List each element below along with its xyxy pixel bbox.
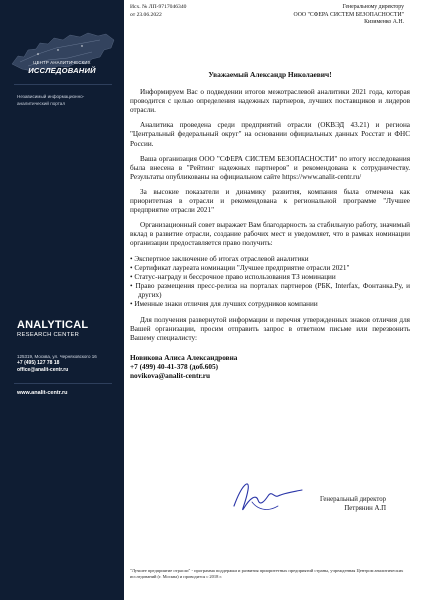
brand-title-line1: ЦЕНТР АНАЛИТИЧЕСКИХ (33, 60, 91, 65)
contact-info (17, 353, 121, 375)
letter-body (130, 70, 410, 380)
specialist-phone: +7 (499) 40-41-378 (доб.605) (130, 362, 219, 372)
specialist-email[interactable]: novikova@analit-centr.ru (130, 371, 211, 381)
signer-name: Петрянин А.П (344, 504, 386, 512)
paragraph: Организационный совет выражает Вам благодарность за стабильную работу, значимый вклад в развитие отрасли, создание рабочих мест и уведомляет, что в рамках номинации организации предоставляется право получить: (130, 221, 410, 248)
website-link[interactable]: www.analit-centr.ru (17, 390, 68, 396)
sidebar-divider-top (14, 84, 112, 85)
company-name-line2: RESEARCH CENTER (17, 332, 80, 338)
list-item: • Экспертное заключение об итогах отраслевой аналитики (130, 255, 410, 264)
brand-title-line2: ИССЛЕДОВАНИЙ (28, 66, 96, 75)
greeting: Уважаемый Александр Николаевич! (208, 70, 332, 79)
recipient-title: Генеральному директору (342, 4, 404, 10)
sidebar-tagline: Независимый информационно-аналитический портал (17, 94, 85, 106)
email-link[interactable]: office@analit-centr.ru (17, 367, 69, 374)
specialist-name: Новикова Алиса Александровна (130, 353, 238, 363)
paragraph: Ваша организация ООО "СФЕРА СИСТЕМ БЕЗОПАСНОСТИ" по итогу исследования была внесена в "Рейтинг надежных партнеров" и рекомендована к сотрудничеству. Результаты опубликованы на официальном сайте https://www.analit-centr.ru/ (130, 154, 410, 181)
phone: +7 (495) 127 78 18 (17, 360, 60, 367)
list-item: • Именные знаки отличия для лучших сотрудников компании (130, 300, 410, 309)
list-item: • Сертификат лауреата номинации "Лучшее предприятие отрасли 2021" (130, 264, 410, 273)
sidebar-divider-bottom (14, 383, 112, 384)
paragraph: Информируем Вас о подведении итогов межотраслевой аналитики 2021 года, которая проводится с целью определения надежных партнеров, лучших поставщиков и лидеров отрасли. (130, 88, 410, 115)
company-name (17, 319, 121, 338)
paragraph: За высокие показатели и динамику развития, компания была отмечена как приоритетная в отрасли и рекомендована к региональной программе "Лучшее предприятие отрасли 2021" (130, 187, 410, 215)
list-item: • Статус-награду и бессрочное право использования ТЗ номинации (130, 273, 410, 282)
reference-date: от 23.06.2022 (130, 11, 162, 18)
footnote: "Лучшее предприятие отрасли" - программа поддержки и развития приоритетных предприятий страны, учрежденная Центром аналитических исследований (г. Москва) и проводится с 2018 г. (130, 568, 404, 580)
list-item: • Право размещения пресс-релиза на порталах партнеров (РБК, Interfax, Фонтанка.Ру, и других) (130, 282, 410, 300)
brand-title (0, 60, 124, 75)
recipient-block (224, 4, 404, 27)
recipient-name: Кизименко А.Н. (364, 19, 404, 25)
sidebar (0, 0, 124, 600)
paragraph: Аналитика проведена среди предприятий отрасли (ОКВЭД 43.21) и региона "Центральный федеральный округ" на основании официальных данных Росстат и ФНС России. (130, 121, 410, 148)
closing-paragraph: Для получения развернутой информации и перечня утвержденных знаков отличия для Вашей организации, просим отправить запрос в ответном письме или перезвонить Вашему специалисту: (130, 316, 410, 343)
address: 125319, Москва, ул. Черняховского 16 (17, 354, 97, 359)
signer-title: Генеральный директор (320, 496, 386, 503)
benefits-list (130, 255, 410, 310)
reference-number: Исх. № ЛП-9717046340 (130, 4, 187, 10)
specialist-contact (130, 353, 410, 380)
company-name-line1: ANALYTICAL (17, 319, 89, 331)
signer-block (276, 496, 386, 513)
reference-block (130, 4, 186, 19)
recipient-company: ООО "СФЕРА СИСТЕМ БЕЗОПАСНОСТИ" (293, 11, 404, 18)
